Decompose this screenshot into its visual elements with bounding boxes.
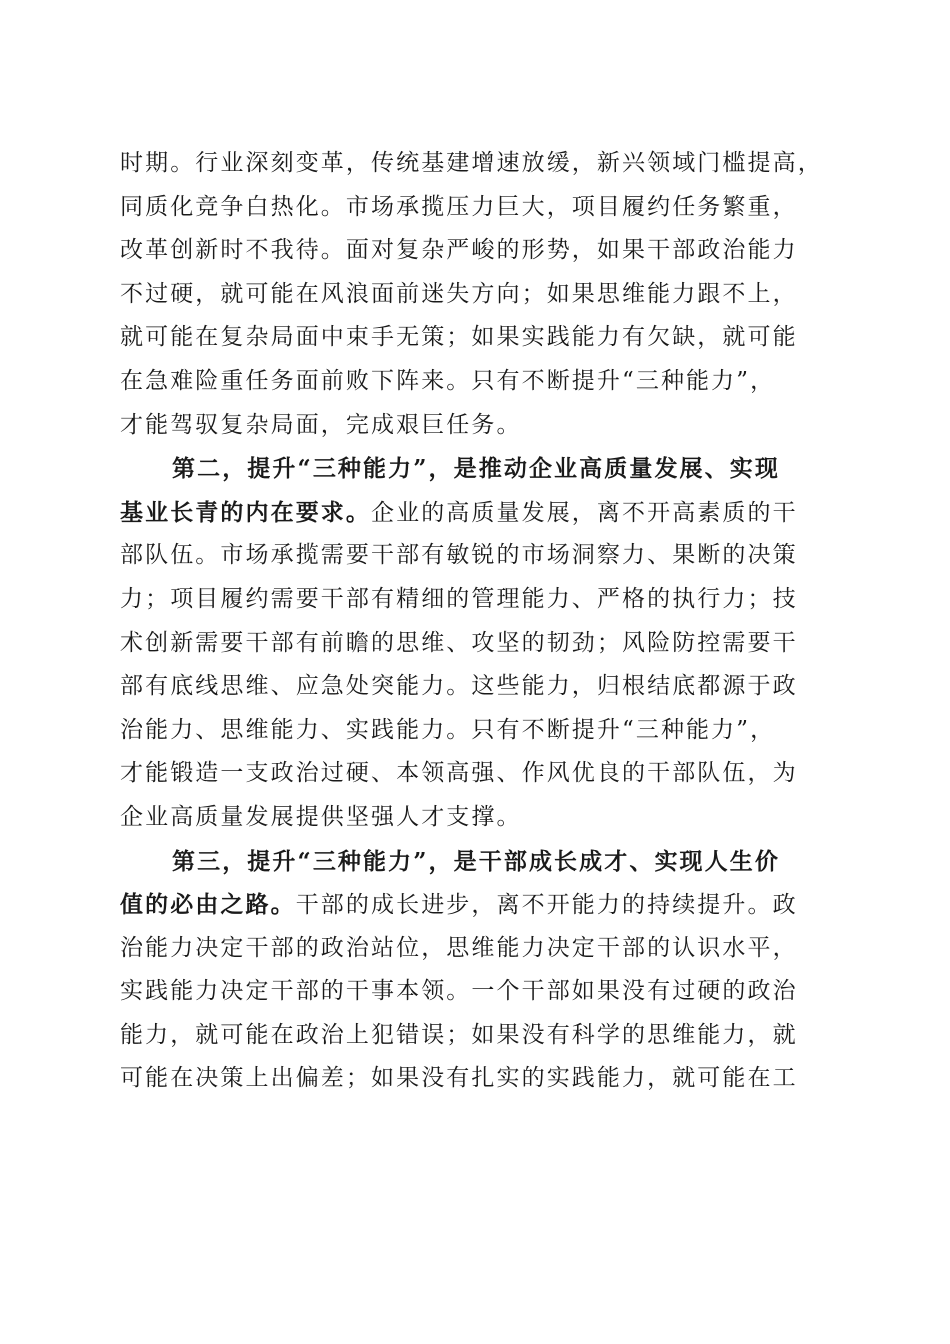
- text-segment: 企业高质量发展提供坚强人才支撑。: [120, 803, 522, 830]
- text-segment: 实践能力决定干部的干事本领。一个干部如果没有过硬的政治: [120, 978, 798, 1005]
- text-line: [120, 273, 832, 317]
- text-segment: 可能在决策上出偏差；如果没有扎实的实践能力，就可能在工: [120, 1065, 798, 1092]
- text-segment: 治能力决定干部的政治站位，思维能力决定干部的认识水平，: [120, 934, 798, 961]
- text-segment: 术创新需要干部有前瞻的思维、攻坚的韧劲；风险防控需要干: [120, 629, 798, 656]
- text-segment: 治能力、思维能力、实践能力。只有不断提升“三种能力”，: [120, 716, 776, 743]
- bold-text-segment: 基业长青的内在要求。: [120, 498, 371, 526]
- text-line: [120, 360, 832, 404]
- text-line: [120, 1057, 832, 1101]
- text-line: [120, 665, 832, 709]
- text-segment: 才能锻造一支政治过硬、本领高强、作风优良的干部队伍，为: [120, 760, 798, 787]
- text-line: [120, 752, 832, 796]
- text-line: [120, 709, 832, 753]
- document-body: [120, 142, 832, 1101]
- text-line: [120, 578, 832, 622]
- text-line: [120, 1014, 832, 1058]
- text-line: [120, 491, 832, 535]
- bold-text-segment: 第二，提升“三种能力”，是推动企业高质量发展、实现: [172, 455, 780, 483]
- text-line: [120, 927, 832, 971]
- text-line: [120, 534, 832, 578]
- text-line: [120, 404, 832, 448]
- text-segment: 同质化竞争白热化。市场承揽压力巨大，项目履约任务繁重，: [120, 193, 798, 220]
- text-segment: 能力，就可能在政治上犯错误；如果没有科学的思维能力，就: [120, 1021, 798, 1048]
- text-line: [120, 316, 832, 360]
- bold-text-segment: 第三，提升“三种能力”，是干部成长成才、实现人生价: [172, 847, 780, 875]
- text-line: [120, 970, 832, 1014]
- text-segment: 才能驾驭复杂局面，完成艰巨任务。: [120, 411, 522, 438]
- paragraph-heading-line: [120, 447, 832, 491]
- text-segment: 改革创新时不我待。面对复杂严峻的形势，如果干部政治能力: [120, 237, 798, 264]
- text-segment: 干部的成长进步，离不开能力的持续提升。政: [295, 892, 798, 919]
- text-line: [120, 622, 832, 666]
- text-line: [120, 186, 832, 230]
- text-segment: 就可能在复杂局面中束手无策；如果实践能力有欠缺，就可能: [120, 324, 798, 351]
- text-line: [120, 229, 832, 273]
- text-line: [120, 142, 832, 186]
- text-line: [120, 883, 832, 927]
- text-line: [120, 796, 832, 840]
- text-segment: 力；项目履约需要干部有精细的管理能力、严格的执行力；技: [120, 585, 798, 612]
- text-segment: 企业的高质量发展，离不开高素质的干: [371, 499, 798, 526]
- text-segment: 部队伍。市场承揽需要干部有敏锐的市场洞察力、果断的决策: [120, 542, 798, 569]
- text-segment: 时期。行业深刻变革，传统基建增速放缓，新兴领域门槛提高，: [120, 150, 823, 176]
- bold-text-segment: 值的必由之路。: [120, 891, 296, 919]
- paragraph-heading-line: [120, 840, 832, 884]
- text-segment: 在急难险重任务面前败下阵来。只有不断提升“三种能力”，: [120, 367, 776, 394]
- text-segment: 不过硬，就可能在风浪面前迷失方向；如果思维能力跟不上，: [120, 280, 798, 307]
- text-segment: 部有底线思维、应急处突能力。这些能力，归根结底都源于政: [120, 673, 798, 700]
